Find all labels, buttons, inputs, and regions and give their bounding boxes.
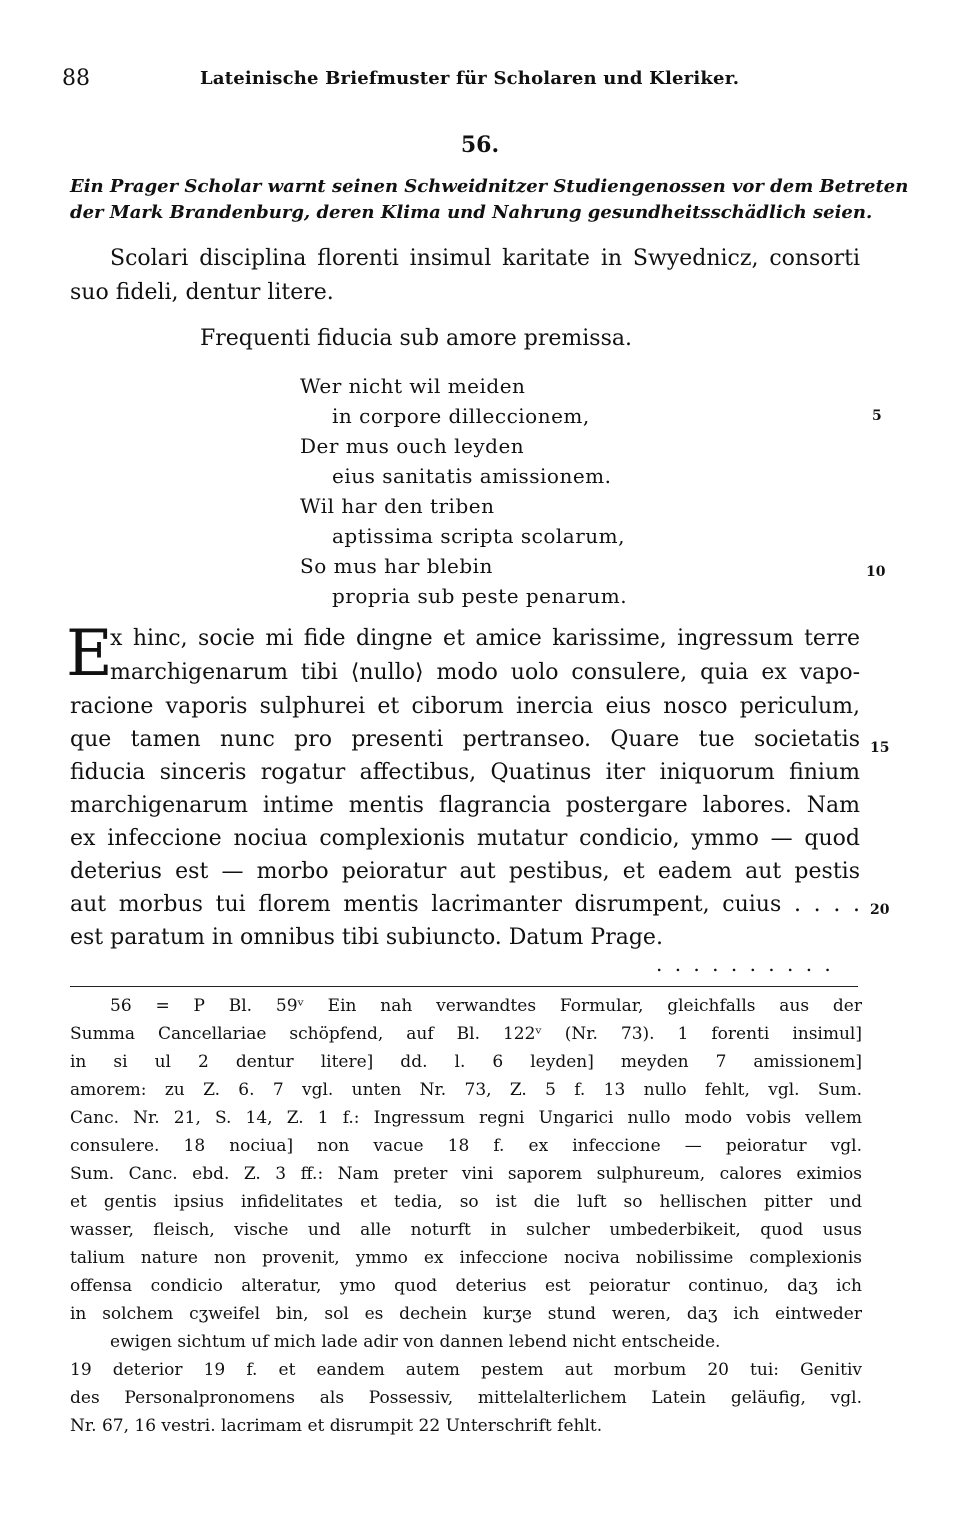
verse-line: aptissima scripta scolarum, <box>332 524 625 548</box>
body-line: fiducia sinceris rogatur affectibus, Quatinus iter iniquorum finium <box>70 760 860 785</box>
footnote-line: 56 = P Bl. 59ᵛ Ein nah verwandtes Formular, gleichfalls aus der <box>110 996 862 1016</box>
omission-dots: . . . . . . . . . . <box>656 952 834 976</box>
drop-initial: E <box>66 617 113 691</box>
verse-line: eius sanitatis amissionem. <box>332 464 612 488</box>
line-number: 20 <box>870 902 890 918</box>
heading-line: der Mark Brandenburg, deren Klima und Nahrung gesundheitsschädlich seien. <box>70 202 873 223</box>
verse-line: propria sub peste penarum. <box>332 584 628 608</box>
verse-line: Wer nicht wil meiden <box>300 374 526 398</box>
page-number: 88 <box>62 66 90 91</box>
footnote-line: amorem: zu Z. 6. 7 vgl. unten Nr. 73, Z. 5 f. 13 nullo fehlt, vgl. Sum. <box>70 1080 862 1100</box>
line-number: 15 <box>870 740 890 756</box>
line-number: 10 <box>866 564 886 580</box>
greeting: Frequenti fiducia sub amore premissa. <box>200 326 632 351</box>
running-head: Lateinische Briefmuster für Scholaren und Kleriker. <box>200 68 740 89</box>
footnote-line: Summa Cancellariae schöpfend, auf Bl. 122ᵛ (Nr. 73). 1 forenti insimul] <box>70 1024 862 1044</box>
address-line: Scolari disciplina florenti insimul karitate in Swyednicz, consorti <box>110 246 860 271</box>
footnote-line: wasser, fleisch, vische und alle noturft in sulcher umbederbikeit, quod usus <box>70 1220 862 1240</box>
footnote-line: ewigen sichtum uf mich lade adir von dannen lebend nicht entscheide. <box>110 1332 721 1352</box>
letter-number: 56. <box>460 132 500 158</box>
heading-line: Ein Prager Scholar warnt seinen Schweidnitzer Studiengenossen vor dem Betreten <box>70 176 909 197</box>
footnote-line: Sum. Canc. ebd. Z. 3 ff.: Nam preter vini saporem sulphureum, calores eximios <box>70 1164 862 1184</box>
body-line: que tamen nunc pro presenti pertranseo. Quare tue societatis <box>70 727 860 752</box>
verse-line: in corpore dilleccionem, <box>332 404 590 428</box>
verse-line: So mus har blebin <box>300 554 493 578</box>
footnote-line: 19 deterior 19 f. et eandem autem pestem aut morbum 20 tui: Genitiv <box>70 1360 862 1380</box>
body-line: ex infeccione nociua complexionis mutatur condicio, ymmo — quod <box>70 826 860 851</box>
body-line: deterius est — morbo peioratur aut pestibus, et eadem aut pestis <box>70 859 860 884</box>
body-line: x hinc, socie mi fide dingne et amice karissime, ingressum terre <box>110 626 860 651</box>
body-line: est paratum in omnibus tibi subiuncto. Datum Prage. <box>70 925 663 950</box>
verse-line: Der mus ouch leyden <box>300 434 525 458</box>
footnote-rule <box>70 986 858 987</box>
body-line: marchigenarum intime mentis flagrancia postergare labores. Nam <box>70 793 860 818</box>
footnote-line: in si ul 2 dentur litere] dd. l. 6 leyden] meyden 7 amissionem] <box>70 1052 862 1072</box>
body-line: marchigenarum tibi ⟨nullo⟩ modo uolo consulere, quia ex vapo- <box>110 660 860 685</box>
footnote-line: in solchem cʒweifel bin, sol es dechein kurʒe stund weren, daʒ ich eintweder <box>70 1304 862 1324</box>
footnote-line: Canc. Nr. 21, S. 14, Z. 1 f.: Ingressum regni Ungarici nullo modo vobis vellem <box>70 1108 862 1128</box>
body-line: racione vaporis sulphurei et ciborum inercia eius nosco periculum, <box>70 694 860 719</box>
footnote-line: talium nature non provenit, ymmo ex infeccione nociva nobilissime complexionis <box>70 1248 862 1268</box>
address-line: suo fideli, dentur litere. <box>70 280 334 305</box>
line-number: 5 <box>872 408 882 424</box>
footnote-line: offensa condicio alteratur, ymo quod deterius est peioratur continuo, daʒ ich <box>70 1276 862 1296</box>
verse-line: Wil har den triben <box>300 494 495 518</box>
footnote-line: des Personalpronomens als Possessiv, mittelalterlichem Latein geläufig, vgl. <box>70 1388 862 1408</box>
footnote-line: consulere. 18 nociua] non vacue 18 f. ex infeccione — peioratur vgl. <box>70 1136 862 1156</box>
footnote-line: Nr. 67, 16 vestri. lacrimam et disrumpit 22 Unterschrift fehlt. <box>70 1416 603 1436</box>
footnote-line: et gentis ipsius infidelitates et tedia, so ist die luft so hellischen pitter und <box>70 1192 862 1212</box>
body-line: aut morbus tui florem mentis lacrimanter disrumpent, cuius . . . . <box>70 892 860 917</box>
